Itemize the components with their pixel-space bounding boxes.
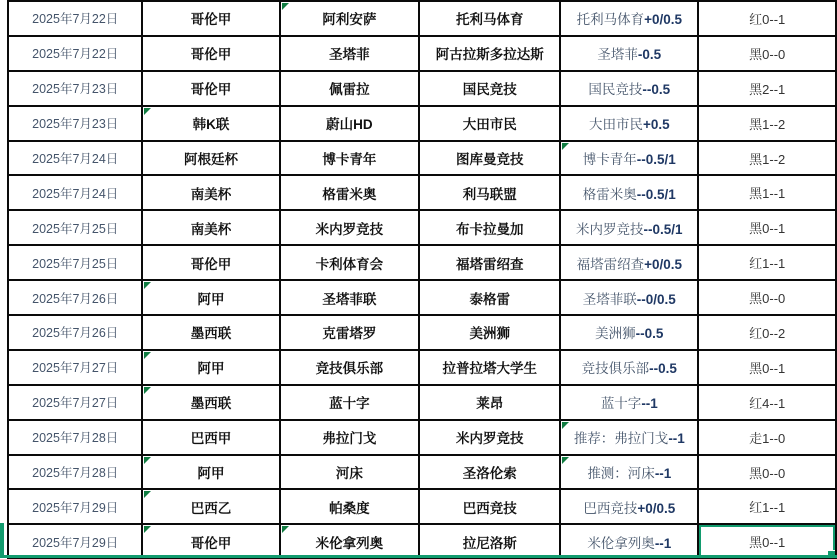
cell-home[interactable]	[280, 106, 420, 141]
home-text: 弗拉门戈	[322, 431, 377, 447]
cell-date[interactable]	[8, 420, 142, 455]
away-text: 大田市民	[462, 117, 517, 133]
date-text: 2025年7月23日	[32, 82, 119, 97]
handicap-team-text: 竞技俱乐部	[581, 361, 650, 377]
cell-away[interactable]	[419, 420, 560, 455]
handicap-line-text: --0.5/1	[636, 186, 676, 202]
date-text: 2025年7月25日	[32, 221, 119, 236]
result-text: 黑0--0	[749, 291, 786, 307]
error-indicator-triangle-icon	[144, 526, 151, 533]
league-text: 哥伦甲	[190, 82, 232, 98]
cell-handicap[interactable]	[560, 71, 698, 106]
handicap-line-text: --0.5/1	[636, 152, 676, 167]
handicap-team-text: 大田市民	[588, 117, 643, 133]
table-row	[8, 455, 836, 490]
result-text: 黑1--2	[749, 151, 786, 167]
cell-handicap[interactable]	[560, 455, 698, 490]
result-text: 黑1--1	[749, 186, 786, 202]
cell-home[interactable]	[280, 1, 420, 36]
home-text: 圣塔菲	[329, 47, 370, 63]
result-text: 红1--1	[749, 256, 786, 272]
league-text: 巴西乙	[190, 500, 232, 516]
cell-result[interactable]	[698, 489, 836, 524]
cell-league[interactable]	[142, 385, 279, 420]
cell-away[interactable]	[419, 315, 560, 350]
cell-date[interactable]	[8, 245, 142, 280]
cell-result[interactable]	[698, 245, 836, 280]
away-text: 美洲狮	[469, 326, 510, 342]
handicap-line-text: +0/0.5	[644, 256, 683, 272]
cell-handicap[interactable]	[560, 524, 698, 559]
date-text: 2025年7月24日	[32, 152, 119, 166]
table-row	[8, 1, 836, 36]
handicap-team-text: 国民竞技	[588, 82, 643, 98]
home-text: 米内罗竞技	[315, 221, 384, 237]
cell-date[interactable]	[8, 71, 142, 106]
table-row	[8, 245, 836, 280]
date-text: 2025年7月22日	[32, 47, 119, 62]
cell-result[interactable]	[698, 385, 836, 420]
cell-home[interactable]	[280, 350, 420, 385]
cell-away[interactable]	[419, 1, 560, 36]
handicap-team-text: 美洲狮	[595, 326, 636, 342]
table-row	[8, 106, 836, 141]
date-text: 2025年7月29日	[32, 535, 119, 550]
cell-home[interactable]	[280, 210, 420, 245]
cell-home[interactable]	[280, 280, 420, 315]
handicap-line-text: --0.5	[635, 326, 664, 342]
handicap-line-text: --1	[654, 535, 672, 551]
date-text: 2025年7月26日	[32, 291, 119, 306]
cell-home[interactable]	[280, 524, 420, 559]
cell-result[interactable]	[698, 350, 836, 385]
result-text: 黑2--1	[749, 81, 786, 97]
cell-league[interactable]	[142, 71, 279, 106]
error-indicator-triangle-icon	[144, 352, 151, 359]
error-indicator-triangle-icon	[282, 3, 289, 10]
cell-handicap[interactable]	[560, 489, 698, 524]
handicap-line-text: --0.5	[642, 82, 671, 98]
league-text: 阿甲	[197, 361, 225, 377]
table-row	[8, 385, 836, 420]
away-text: 阿古拉斯多拉达斯	[435, 47, 544, 63]
result-text: 红0--1	[749, 11, 786, 27]
date-text: 2025年7月28日	[32, 466, 119, 481]
league-text: 阿根廷杯	[184, 152, 239, 167]
table-row	[8, 141, 836, 176]
result-text: 黑1--2	[749, 116, 786, 132]
handicap-line-text: --1	[654, 466, 672, 482]
table-row	[8, 175, 836, 210]
league-text: 哥伦甲	[190, 535, 232, 551]
date-text: 2025年7月28日	[32, 431, 119, 446]
cell-handicap[interactable]	[560, 36, 698, 71]
handicap-team-text: 圣塔菲	[597, 47, 638, 63]
home-text: 河床	[335, 466, 363, 482]
date-text: 2025年7月23日	[32, 117, 119, 132]
cell-away[interactable]	[419, 210, 560, 245]
cell-away[interactable]	[419, 350, 560, 385]
cell-handicap[interactable]	[560, 106, 698, 141]
cell-away[interactable]	[419, 489, 560, 524]
handicap-team-text: 格雷米奥	[582, 186, 637, 202]
error-indicator-triangle-icon	[144, 282, 151, 289]
cell-date[interactable]	[8, 210, 142, 245]
away-text: 莱昂	[476, 396, 504, 412]
cell-date[interactable]	[8, 175, 142, 210]
cell-home[interactable]	[280, 71, 420, 106]
cell-date[interactable]	[8, 1, 142, 36]
error-indicator-triangle-icon	[144, 457, 151, 464]
cell-home[interactable]	[280, 455, 420, 490]
league-text: 南美杯	[190, 221, 232, 237]
away-text: 利马联盟	[462, 186, 517, 202]
home-text: 蔚山HD	[326, 117, 373, 133]
result-text: 黑0--1	[749, 221, 786, 237]
cell-league[interactable]	[142, 245, 279, 280]
handicap-line-text: --1	[668, 431, 685, 447]
error-indicator-triangle-icon	[562, 457, 569, 464]
result-text: 黑0--0	[749, 46, 786, 62]
home-text: 博卡青年	[322, 152, 377, 167]
date-text: 2025年7月22日	[32, 12, 119, 27]
date-text: 2025年7月26日	[32, 326, 119, 341]
cell-handicap[interactable]	[560, 245, 698, 280]
handicap-line-text: --0/0.5	[636, 291, 676, 307]
cell-date[interactable]	[8, 280, 142, 315]
handicap-line-text: --0.5/1	[643, 221, 683, 237]
result-text: 黑0--1	[749, 360, 786, 376]
cell-away[interactable]	[419, 245, 560, 280]
date-text: 2025年7月25日	[32, 256, 119, 271]
table-row	[8, 280, 836, 315]
home-text: 阿利安萨	[322, 12, 377, 28]
cell-league[interactable]	[142, 106, 279, 141]
cell-away[interactable]	[419, 175, 560, 210]
date-text: 2025年7月27日	[32, 396, 119, 411]
cell-home[interactable]	[280, 315, 420, 350]
error-indicator-triangle-icon	[282, 526, 289, 533]
cell-away[interactable]	[419, 71, 560, 106]
cell-handicap[interactable]	[560, 141, 698, 176]
home-text: 蓝十字	[329, 396, 370, 412]
cell-date[interactable]	[8, 315, 142, 350]
handicap-team-text: 博卡青年	[582, 152, 637, 167]
error-indicator-triangle-icon	[144, 387, 151, 394]
league-text: 哥伦甲	[190, 12, 232, 28]
cell-home[interactable]	[280, 245, 420, 280]
cell-result[interactable]	[698, 71, 836, 106]
cell-result[interactable]	[698, 141, 836, 176]
cell-league[interactable]	[142, 350, 279, 385]
away-text: 泰格雷	[469, 291, 510, 307]
cell-result[interactable]	[698, 524, 836, 559]
handicap-team-text: 圣塔菲联	[582, 291, 637, 307]
table-row	[8, 210, 836, 245]
home-text: 佩雷拉	[329, 82, 370, 98]
home-text: 米伦拿列奥	[315, 535, 384, 551]
handicap-line-text: --0.5	[649, 361, 677, 377]
handicap-line-text: -0.5	[637, 47, 662, 63]
cell-home[interactable]	[280, 36, 420, 71]
away-text: 国民竞技	[462, 82, 517, 98]
result-text: 走1--0	[749, 430, 786, 446]
table-row	[8, 350, 836, 385]
cell-handicap[interactable]	[560, 420, 698, 455]
away-text: 福塔雷绍查	[455, 256, 524, 272]
cell-league[interactable]	[142, 524, 279, 559]
handicap-line-text: +0/0.5	[644, 12, 683, 28]
handicap-line-text: --1	[641, 396, 658, 412]
home-text: 卡利体育会	[315, 256, 384, 272]
result-text: 红1--1	[749, 500, 786, 516]
cell-away[interactable]	[419, 524, 560, 559]
cell-away[interactable]	[419, 455, 560, 490]
league-text: 阿甲	[197, 291, 225, 307]
cell-handicap[interactable]	[560, 315, 698, 350]
away-text: 米内罗竞技	[455, 431, 524, 447]
result-text: 红4--1	[749, 395, 786, 411]
error-indicator-triangle-icon	[144, 108, 151, 115]
cell-result[interactable]	[698, 280, 836, 315]
league-text: 韩K联	[192, 117, 230, 133]
cell-date[interactable]	[8, 350, 142, 385]
handicap-team-text: 蓝十字	[600, 396, 642, 412]
table-row	[8, 420, 836, 455]
table-row	[8, 315, 836, 350]
league-text: 阿甲	[197, 466, 225, 482]
result-text: 黑0--0	[749, 465, 786, 481]
cell-date[interactable]	[8, 106, 142, 141]
home-text: 圣塔菲联	[322, 291, 377, 307]
error-indicator-triangle-icon	[562, 422, 569, 429]
handicap-team-text: 米内罗竞技	[576, 221, 644, 237]
handicap-team-text: 推荐：弗拉门戈	[573, 431, 669, 447]
error-indicator-triangle-icon	[562, 143, 569, 150]
date-text: 2025年7月29日	[32, 500, 119, 515]
cell-home[interactable]	[280, 385, 420, 420]
cell-date[interactable]	[8, 141, 142, 176]
cell-result[interactable]	[698, 106, 836, 141]
away-text: 圣洛伦索	[462, 466, 517, 482]
cell-away[interactable]	[419, 280, 560, 315]
row-selection-border-left	[0, 523, 4, 558]
league-text: 墨西联	[190, 326, 232, 342]
cell-handicap[interactable]	[560, 350, 698, 385]
table-row	[8, 489, 836, 524]
cell-handicap[interactable]	[560, 1, 698, 36]
home-text: 竞技俱乐部	[315, 361, 384, 377]
cell-league[interactable]	[142, 315, 279, 350]
handicap-line-text: +0/0.5	[637, 500, 676, 516]
cell-result[interactable]	[698, 420, 836, 455]
cell-league[interactable]	[142, 1, 279, 36]
cell-away[interactable]	[419, 106, 560, 141]
cell-result[interactable]	[698, 1, 836, 36]
home-text: 格雷米奥	[322, 186, 377, 202]
away-text: 拉尼洛斯	[462, 535, 517, 551]
handicap-team-text: 托利马体育	[576, 12, 645, 28]
cell-league[interactable]	[142, 175, 279, 210]
league-text: 哥伦甲	[190, 47, 232, 63]
cell-away[interactable]	[419, 141, 560, 176]
handicap-team-text: 巴西竞技	[583, 500, 638, 516]
away-text: 托利马体育	[455, 12, 524, 28]
matches-table	[7, 0, 837, 559]
home-text: 帕桑度	[329, 500, 370, 516]
date-text: 2025年7月24日	[32, 186, 119, 201]
cell-date[interactable]	[8, 455, 142, 490]
cell-handicap[interactable]	[560, 280, 698, 315]
cell-handicap[interactable]	[560, 385, 698, 420]
away-text: 图库曼竞技	[455, 152, 524, 167]
date-text: 2025年7月27日	[32, 361, 119, 376]
cell-result[interactable]	[698, 455, 836, 490]
cell-handicap[interactable]	[560, 210, 698, 245]
row-selection-border-bottom	[0, 555, 837, 558]
table-row	[8, 524, 836, 559]
league-text: 南美杯	[190, 186, 232, 202]
home-text: 克雷塔罗	[322, 326, 377, 342]
cell-result[interactable]	[698, 315, 836, 350]
result-text: 黑0--1	[749, 535, 786, 551]
cell-home[interactable]	[280, 141, 420, 176]
cell-result[interactable]	[698, 36, 836, 71]
cell-date[interactable]	[8, 36, 142, 71]
handicap-team-text: 推测：河床	[587, 466, 655, 482]
league-text: 巴西甲	[190, 431, 232, 447]
cell-handicap[interactable]	[560, 175, 698, 210]
cell-league[interactable]	[142, 420, 279, 455]
league-text: 墨西联	[190, 396, 232, 412]
table-row	[8, 36, 836, 71]
cell-result[interactable]	[698, 175, 836, 210]
away-text: 布卡拉曼加	[455, 221, 524, 237]
cell-home[interactable]	[280, 175, 420, 210]
handicap-line-text: +0.5	[642, 117, 670, 133]
league-text: 哥伦甲	[190, 256, 232, 272]
error-indicator-triangle-icon	[144, 491, 151, 498]
cell-league[interactable]	[142, 36, 279, 71]
cell-away[interactable]	[419, 385, 560, 420]
handicap-team-text: 米伦拿列奥	[587, 535, 655, 551]
cell-date[interactable]	[8, 524, 142, 559]
cell-league[interactable]	[142, 280, 279, 315]
cell-date[interactable]	[8, 489, 142, 524]
cell-result[interactable]	[698, 210, 836, 245]
away-text: 巴西竞技	[462, 500, 517, 516]
cell-league[interactable]	[142, 141, 279, 176]
cell-away[interactable]	[419, 36, 560, 71]
cell-league[interactable]	[142, 210, 279, 245]
cell-date[interactable]	[8, 385, 142, 420]
result-text: 红0--2	[749, 325, 786, 341]
cell-league[interactable]	[142, 489, 279, 524]
away-text: 拉普拉塔大学生	[442, 361, 537, 377]
cell-home[interactable]	[280, 489, 420, 524]
handicap-team-text: 福塔雷绍查	[576, 256, 645, 272]
cell-home[interactable]	[280, 420, 420, 455]
table-row	[8, 71, 836, 106]
cell-league[interactable]	[142, 455, 279, 490]
